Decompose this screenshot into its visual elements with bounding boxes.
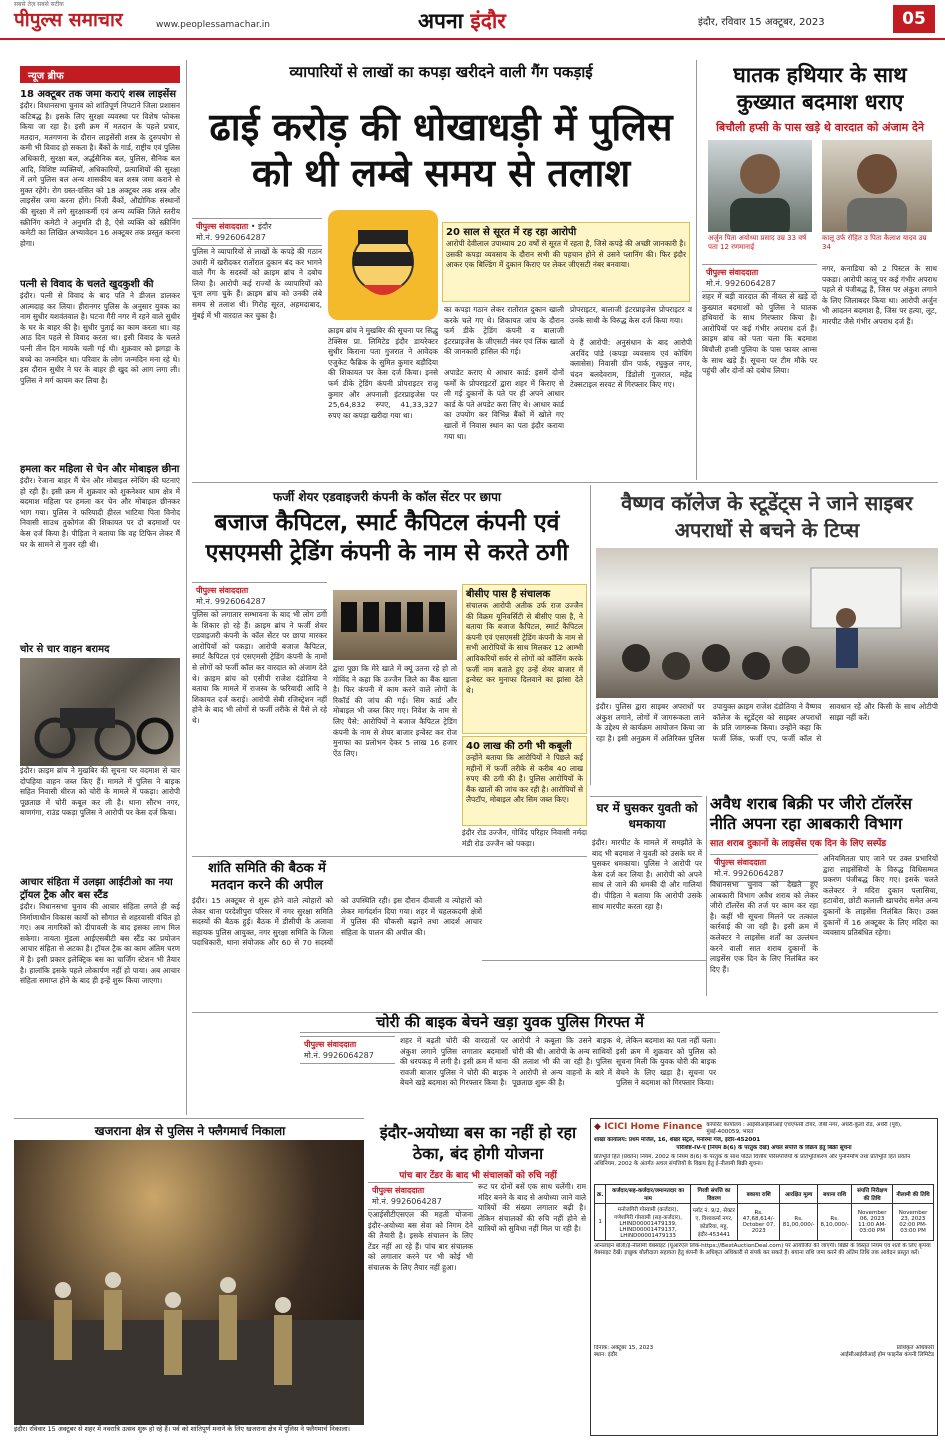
fraud-sidebar-2-body: उन्होंने बताया कि आरोपियों ने पिछले कई महीनों में फर्जी तरीके से करीब 40 लाख रुपए की ठगी की है। पुलिस आरोपियों के बैंक खातों की जांच कर रही है। आरोपियों से लैपटॉप, मोबाइल और सिम जब्त किए। — [466, 753, 583, 805]
ad-date: दिनांक: अक्टूबर 15, 2023 — [594, 1344, 654, 1351]
section-rule — [14, 1118, 364, 1119]
lead-sidebar-heading: 20 साल से सूरत में रह रहा आरोपी — [446, 227, 577, 238]
lead-kicker: व्यापारियों से लाखों का कपड़ा खरीदने वाली गैंग पकड़ाई — [289, 63, 593, 81]
weapon-body-1: शहर में बड़ी वारदात की नीयत से खड़े दो कुख्यात बदमाशों को पुलिस ने घातक हथियारों के साथ गिरफ्तार किया है। आरोपियों पर कई गंभीर अपराध दर्ज हैं। क्राइम ब्रांच को पता चला कि बदमाश बिचौली हप्सी पुलिया के पास फायर आम्स के साथ खड़े हैं। सूचना पर टीम मौके पर पहुंची और दोनों को दबोच लिया। — [702, 292, 817, 376]
column-rule — [696, 60, 697, 480]
flagmarch-photo — [14, 1140, 364, 1425]
lead-sidebar-box — [442, 222, 690, 302]
dateline: इंदौर, रविवार 15 अक्टूबर, 2023 — [698, 17, 825, 28]
liquor-headline: अवैध शराब बिक्री पर जीरो टॉलरेंस नीति अपना रहा आबकारी विभाग — [710, 794, 912, 833]
ad-col-header: आरक्षित मूल्य — [780, 1184, 818, 1203]
bike-body-2: आरोपी ने कबूला कि उसने बाइक चोरी की थी। आरोपी के अन्य साथियों की तलाश भी की जा रही है। पुलिस ने आरोपी से अन्य वाहनों के बारे में पूछताछ शुरू की है। — [512, 1036, 612, 1088]
ad-cell: मनोजगिरी गोस्वामी (कर्जदार), गणेशगिरी गोस्वामी (सह-कर्जदार), LHIND00001479139, LHIND00001479137, LHIND00001479133 — [606, 1203, 690, 1240]
ad-cell: Rs. 8,10,000/- — [818, 1203, 852, 1240]
brief-1-body: इंदौर। विधानसभा चुनाव को शांतिपूर्ण निपटाने जिला प्रशासन कटिबद्ध है। इसके लिए सुरक्षा व्यवस्था पर विशेष फोकस किया जा रहा है। इसी क्रम में मतदान के पहले प्रचार, मतदान, मतगणना के दौरान लाइसेंसी शस्त्र के दुरुपयोग से कमी भी विवाद हो सकता है। बैंकों के गार्ड, राष्ट्रीय एवं पुलिस अधिकारी, सुरक्षा बल, अर्द्धसैनिक बल, पुलिस, सैनिक बल आदि, विशिष्ट व्यक्तियों, अधिकारियों, प्रत्याशियों की सुरक्षा में लगे पुलिस बल अन्य शासकीय बल शस्त्र जमा कराने से मुक्त रहेंगे। रोग ग्रस्त-ग्रसित को 18 अक्टूबर तक शस्त्र और लाइसेंस जमा करना होंगे। निजी बैंकों, औद्योगिक संस्थानों की सुरक्षा में लगे सुरक्षाकर्मी एवं अन्य व्यक्ति जिले स्तरीय स्क्रीनिंग कमेटी ने अनुमति दी है, ऐसे व्यक्ति को स्क्रीनिंग कमेटी का लिखित अभ्यावेदन 16 अक्टूबर तक प्रस्तुत करना होगा। — [20, 101, 180, 248]
college-seminar-photo — [596, 548, 938, 698]
section-rule — [482, 960, 707, 961]
column-rule — [706, 796, 707, 996]
house-body: इंदौर। मारपीट के मामले में समझौते के बाद भी बदमाश ने युवती को उसके घर में घुसकर धमकाया। पुलिस ने आरोपी पर केस दर्ज कर लिया है। आरोपी को अपने साथ ले जाने की धमकी दी और गालियां दी। पीड़िता ने बताया कि आरोपी उसके साथ मारपीट करता रहा है। — [592, 838, 702, 911]
brief-4-body: इंदौर। क्राइम ब्रांच ने मुखबिर की सूचना पर वदमाश से चार दोपहिया वाहन जब्त किए हैं। मामले में पुलिस ने बाइक सहित निवासी धीरज को चोरी के मामले में पकड़ा। आरोपी पूछताछ में चोरी कबूल कर ली है। थाना सौरभ नगर, बाणगंगा, राउंड पकड़ा पुलिस ने आरोपी पर केस दर्ज किया। — [20, 766, 180, 818]
fraud-kicker: फर्जी शेयर एडवाइजरी कंपनी के कॉल सेंटर पर छापा — [272, 490, 502, 504]
lead-body-col2: क्राइम ब्रांच ने मुखबिर की सूचना पर सिद्धु टेक्सिस प्रा. लिमिटेड इंदौर डायरेक्टर सुधीर किराना पता गुजरात ने आवेदक एजुकेट फैब्रिक के सुमित कुमार बड़ौदिया की शिकायत पर केस दर्ज किया। इनसे फर्म डीके ट्रेडिंग कंपनी प्रोपराइटर राजू कुमार और अपनाली इंटरप्राइजेस पर 25,64,832 रुपए, 41,33,327 रुपए का कपड़ा खरीदा गया था। — [328, 326, 438, 420]
section-rule — [192, 482, 938, 483]
ad-place: स्थान: इंदौर — [594, 1352, 618, 1359]
lead-headline: ढाई करोड़ की धोखाधड़ी में पुलिस को थी लम्बे समय से तलाश — [209, 105, 673, 195]
ad-col-header: बकाया राशि — [738, 1184, 780, 1203]
weapon-headline: घातक हथियार के साथ कुख्यात बदमाश धराए — [733, 63, 907, 114]
section-rule — [590, 796, 702, 797]
section-title: अपना इंदौर — [418, 9, 506, 33]
ad-col-header: बयाना राशि — [818, 1184, 852, 1203]
bikes-photo — [20, 658, 180, 766]
weapon-body-2: नगर, कनाडिया को 2 पिस्टल के साथ पकड़ा। आरोपी कालू पर कई गंभीर अपराध पहले से पंजीबद्ध हैं, जिस पर अंकुश लगाने के लिए जिलाबदर किया था। आरोपी अर्जुन भी आदतन बदमाश है, जिस पर हत्या, लूट, मारपीट जैसे गंभीर अपराध दर्ज हैं। — [822, 264, 937, 326]
masthead — [0, 0, 945, 40]
newspaper-logo: पीपुल्स समाचार — [14, 9, 123, 31]
brief-4-heading: चोर से चार वाहन बरामद — [20, 644, 110, 655]
house-headline: घर में घुसकर युवती को धमकाया — [596, 801, 698, 831]
icici-auction-ad — [590, 1118, 938, 1436]
motorcycle-icon — [20, 658, 180, 766]
website-url[interactable]: www.peoplessamachar.in — [156, 20, 270, 30]
ad-col-header: क्र. — [595, 1184, 606, 1203]
accused-photo-1 — [708, 140, 812, 232]
lead-sidebar-body: आरोपी देवीलाल उपाध्याय 20 वर्षों से सूरत में रहता है, जिसे कपड़े की अच्छी जानकारी है। उसकी कपड़ा व्यवसाय के दौरान सभी की पहचान होने से उसने प्लानिंग की। फिर इंदौर आकर एक बिल्डिंग में दुकान किराए पर लेकर जीएसटी नंबर बनवाया। — [446, 239, 686, 270]
college-body: इंदौर। पुलिस द्वारा साइबर अपराधों पर अंकुश लगाने, लोगों में जागरूकता लाने के उद्देश्य से कार्यक्रम आयोजन किया जा रहा है। इसी अनुक्रम में अतिरिक्त पुलिस उपायुक्त क्राइम राजेश दंडोतिया ने वैष्णव कॉलेज के स्टूडेंट्स को साइबर अपराधों के प्रति जागरूक किया। उन्होंने कहा कि फर्जी लिंक, फर्जी एप, फर्जी कॉल से सावधान रहें और किसी के साथ ओटीपी साझा नहीं करें। — [596, 702, 938, 743]
ad-cell: प्लॉट नं. 9/2, सेक्टर ए, विश्वकर्मा नगर, कोडरिया, महू, इंदौर-453441 — [690, 1203, 737, 1240]
ad-col-header: गिरवी संपत्ति का विवरण — [690, 1184, 737, 1203]
lead-body-col3b: अपाडेट कराए थे आधार कार्ड: इसमें दोनों फर्मों के प्रोपराइटरों द्वारा शहर में किराए से ली गई दुकानों के पते पर ही अपने आधार कार्ड के पते अपडेट करा लिए थे। आधार कार्ड का उपयोग कर विभिन्न बैंकों में खोले गए खातों में निवास स्थान का पता इंदौर कराया गया था। — [444, 368, 564, 441]
fraud-sidebar-2 — [462, 736, 587, 826]
section-rule — [192, 856, 587, 857]
lead-body-col1: पुलिस ने व्यापारियों से लाखों के कपड़े की गठान उधारी में खरीदकर रातोंरात दुकान बंद कर भागने वाले गैंग के सदस्यों को क्राइम ब्रांच ने दबोच लिया है। आरोपी कई राज्यों के व्यापारियों को चूना लगा चुके हैं। क्राइम ब्रांच को उनकी लंबे समय से तलाश थी। गिरोह सूरत, अहमदाबाद, मुंबई में भी वारदात कर चुका है। — [192, 247, 322, 320]
flagmarch-headline: खजराना क्षेत्र से पुलिस ने फ्लैगमार्च निकाला — [94, 1124, 286, 1138]
brief-3-body: इंदौर। रेजाना बाहर मैं चेन और मोबाइल स्नेचिंग की घटनाएं हो रही हैं। इसी क्रम में शुक्रवार को शुकनेश्वर धाम क्षेत्र में बदमाश महिला पर हमला कर चेन और मोबाइल छीनकर भाग गया। पुलिस ने फरियादी हीरल भाटिया पिता विनोद निवासी साउथ तुकोगंज की शिकायत पर दो बदमाशों पर केस दर्ज किया है। पीड़िता ने बताया कि वह टिफिन लेकर मैं घर के सामने से गुजर रही थी। — [20, 476, 180, 549]
fraud-byline: पीपुल्स संवाददाता मो.नं. 9926064287 — [192, 582, 327, 610]
ad-col-header: नीलामी की तिथि — [893, 1184, 934, 1203]
lead-body-col4b: ये हैं आरोपी: अनुसंधान के बाद आरोपी अरविंद पांडे (कपड़ा व्यवसाय एवं कोचिंग क्लासेस) निवासी ग्रीन पार्क, रघुकुल नगर, चंदन बलदेवराम, डिंडोली गुजरात, महेंद्र टेक्सटाइल सरवट से गिरफ्तार किए गए। — [570, 338, 692, 390]
ad-company: आईसीआईसीआई होम फाइनेंस कंपनी लिमिटेड — [840, 1352, 934, 1359]
fraud-sidebar-1-heading: बीसीए पास है संचालक — [466, 589, 551, 600]
phone-icon — [333, 590, 457, 660]
liquor-byline: पीपुल्स संवाददाता मो.नं. 9926064287 — [710, 854, 818, 882]
thief-illustration — [328, 210, 438, 320]
ad-cell: November 23, 2023 02:00 PM-03:00 PM — [893, 1203, 934, 1240]
column-rule — [186, 60, 187, 1115]
fraud-sidebar-1 — [462, 584, 587, 734]
lead-body-col3: का कपड़ा गठान लेकर रातोंरात दुकान खाली करके चले गए थे। शिकायत जांच के दौरान फर्म डीके ट्रेडिंग कंपनी व बालाजी इंटरप्राइजेस के जीएसटी नंबर एवं लिंक खातों की जानकारी हासिल की गई। — [444, 305, 564, 357]
police-march-icon — [14, 1140, 364, 1425]
fraud-body-col1: पुलिस को लगातार सम्भावना के बाद भी लोग ठगी के शिकार हो रहे हैं। क्राइम ब्रांच ने फर्जी शेयर एडवाइजरी कंपनी के कॉल सेंटर पर छापा मारकर आरोपियों को पकड़ा। आरोपी बजाज कैपिटल, स्मार्ट कैपिटल एवं एसएमसी ट्रेडिंग कंपनी के नामों से लोगों को फर्जी कॉल कर वारदात को अंजाम देते थे। क्राइम ब्रांच को एसीपी राजेश दंडोतिया ने बताया कि मामले में राजस्व के फरियादी आदि ने शिकायत दर्ज कराई। आरोपी सेबी रजिस्ट्रेशन नहीं होने के बाद भी लोगों से फर्जी तरीके से पैसे ले रहे थे। — [192, 610, 327, 725]
bike-headline: चोरी की बाइक बेचने खड़ा युवक पुलिस गिरफ्त में — [300, 1012, 720, 1033]
brief-3-heading: हमला कर महिला से चेन और मोबाइल छीना — [20, 464, 180, 475]
column-rule — [590, 485, 591, 785]
seized-phones-photo — [333, 590, 457, 660]
audience-icon — [596, 548, 938, 698]
weapon-subhead: बिचौली हप्सी के पास खड़े थे वारदात को अंजाम देने — [716, 121, 924, 134]
brief-5-heading: आचार संहिता में उलझा आईटीओ का नया ट्रॉयल ट्रैक और बस स्टैंड — [20, 877, 173, 901]
bus-subhead: पांच बार टेंडर के बाद भी संचालकों को रुचि नहीं — [399, 1171, 557, 1181]
bus-body-2: रूट पर दोनों बसें एक साथ चलेंगी। राम मंदिर बनने के बाद से अयोध्या जाने वाले यात्रियों की संख्या लगातार बढ़ी है। लेकिन संचालकों की रुचि नहीं होने से यात्रियों को सुविधा नहीं मिल पा रही है। — [478, 1182, 586, 1234]
bike-byline: पीपुल्स संवाददाता मो.नं. 9926064287 — [300, 1036, 395, 1064]
flagmarch-caption: इंदौर। रविवार 15 अक्टूबर से शहर में नवरात्रि उत्सव शुरू हो रहे हैं। पर्व को शांतिपूर्ण मनाने के लिए खजराना क्षेत्र में पुलिस ने फ्लैगमार्च निकाला। — [14, 1425, 351, 1433]
ad-body: ऑनलाइन बोली/ई-नीलामी वेबसाइट (यूआरएल लिंक-https://BestAuctionDeal.com) पर आयोजित की जाएगी। बिक्री के विस्तृत नियम एवं शर्तों के लिए कृपया वेबसाइट देखें। इच्छुक बोलीदाता सहायता हेतु कंपनी के अधिकृत अधिकारी से संपर्क कर सकते हैं। बयाना राशि जमा करने की अंतिम तिथि तक आवेदन प्रस्तुत करें। — [594, 1242, 931, 1257]
ad-intro: प्रतिभूति हित (प्रवर्तन) नियम, 2002 के नियम 8(6) के परंतुक के साथ पठित वित्तीय परिसंपत्तियों के प्रतिभूतिकरण और पुनर्निर्माण तथा प्रतिभूति हित प्रवर्तन अधिनियम, 2002 के अंतर्गत अचल संपत्तियों के विक्रय हेतु ई-नीलामी बिक्री सूचना। — [594, 1153, 911, 1168]
photo-caption-1: अर्जुन पिता अयोध्या प्रसाद उम्र 33 वर्ष पता 12 रणमानाई — [708, 234, 807, 251]
bus-body-1: एआईसीटीएसएल की महती योजना इंदौर-अयोध्या बस सेवा को निगम देने की तैयारी है। इसके संचालन के लिए टेंडर नहीं आ रहे हैं। पांच बार संचालक को लगातार करने पर भी कोई भी संचालक के लिए तैयार नहीं हुआ। — [368, 1210, 473, 1272]
bus-headline: इंदौर-अयोध्या बस का नहीं हो रहा ठेका, बंद होगी योजना — [379, 1123, 577, 1163]
lead-byline: पीपुल्स संवाददाता • इंदौर मो.नं. 9926064287 — [192, 218, 322, 246]
ad-corporate-address: कॉर्पोरेट कार्यालय : आईसीआईसीआई एचएफसी टॉवर, जेबी नगर, अंधेरी-कुर्ला रोड, अंधेरी (पूर्व), मुंबई-400059, भारत — [706, 1122, 902, 1136]
news-brief-label: न्यूज ब्रीफ — [20, 66, 180, 83]
liquor-subhead: सात शराब दुकानों के लाइसेंस एक दिन के लिए सस्पेंड — [710, 839, 887, 849]
ad-cell: Rs. 47,68,614/- October 07, 2023 — [738, 1203, 780, 1240]
lead-body-col4: प्रोपराइटर, बालाजी इंटरप्राइजेस प्रोपराइटर व उनके साथी के विरुद्ध केस दर्ज किया गया। — [570, 305, 692, 325]
brief-5-body: इंदौर। विधानसभा चुनाव की आचार संहिता लगते ही कई निर्माणाधीन विकास कार्यों को सौगात से शहरवासी वंचित हो गए। अब नागरिकों को दीपावली के बाद इसका लाभ मिल सकेगा। नायता मुंडला आईएसबीटी बस स्टैंड का प्रयोजन आचार संहिता से अटका है। ट्रॉयल ट्रैक का काम अंतिम चरण में है। इसी प्रकार इलेक्ट्रिक बस का चार्जिंग स्टेशन भी तैयार है। हालांकि इसके पहले लोकार्पण नहीं हो पाया। अब आचार संहिता समाप्त होने के बाद ही इन्हें शुरू किया जाएगा। — [20, 902, 180, 986]
fraud-body-col2: द्वारा पूछा कि मेरे खाते में क्यूं उतना रहे हो तो गोविंद ने कहा कि उज्जैन जिले का बैंक खाता है। फिर कंपनी में काम करने वाले लोगों के रिकॉर्ड की जांच की गई। सिम कार्ड और मोबाइल भी जब्त किए गए। निवेश के नाम से लिए पैसे: आरोपियों ने बजाज कैपिटल ट्रेडिंग कंपनी के नाम से शेयर बाजार इन्वेस्ट कर रोज मुनाफा का प्रलोभन देकर 5 लाख 16 हजार ऐंठ लिए। — [333, 664, 457, 758]
brief-2-heading: पत्नी से विवाद के चलते खुदकुशी की — [20, 279, 154, 290]
ad-signatory: प्राधिकृत अधिकारी — [896, 1344, 934, 1351]
icici-logo: ◆ ICICI Home Finance — [594, 1122, 703, 1132]
page-number: 05 — [893, 5, 935, 33]
ad-cell: Rs. 81,00,000/- — [780, 1203, 818, 1240]
fraud-tail: इंदौर रोड उज्जैन, गोविंद परिहार निवासी नर्मदा मंडी रोड उज्जैन को पकड़ा। — [462, 828, 587, 848]
college-headline: वैष्णव कॉलेज के स्टूडेंट्स ने जाने साइबर अपराधों से बचने के टिप्स — [621, 491, 913, 542]
ad-cell: November 06, 2023 11:00 AM-03:00 PM — [852, 1203, 893, 1240]
photo-caption-2: कालू उर्फ रोहित उ पिता कैलाश यादव उम्र 34 — [822, 234, 927, 251]
ad-col-header: संपत्ति निरीक्षण की तिथि — [852, 1184, 893, 1203]
table-row — [595, 1203, 934, 1240]
fraud-sidebar-2-heading: 40 लाख की ठगी भी कबूली — [466, 741, 572, 752]
brief-1-heading: 18 अक्टूबर तक जमा कराएं शस्त्र लाइसेंस — [20, 89, 177, 100]
fraud-sidebar-1-body: संचालक आरोपी अतीक उर्फ राज उज्जैन की विक्रम यूनिवर्सिटी से बीसीए पास है, ने बताया कि बजाज कैपिटल, स्मार्ट कैपिटल कंपनी एवं एसएमसी ट्रेडिंग कंपनी के नाम से सभी आरोपियों के साथ मिलकर 12 आम्भी आविकरियों सर्वर से लोगों को कॉलिंग करके फर्जी नाम बताते हुए उन्हें शेयर बाजार में इन्वेस्ट कर मुनाफा दिलवाने का झांसा देते थे। — [466, 601, 583, 695]
ad-notice-title: परिशिष्ट-IV-ए [नियम 8(6) के परंतुक देखें] अचल संपत्ति के विक्रय हेतु बिक्री सूचना — [676, 1145, 852, 1152]
peace-body: इंदौर। 15 अक्टूबर से शुरू होने वाले त्योहारों को लेकर थाना परदेशीपुरा परिसर में नगर सुरक्षा समिति सदस्यों की बैठक हुई। बैठक में डीसीपी के अलावा सहायक पुलिस आयुक्त, नगर सुरक्षा समिति के जिला पदाधिकारी, थाना संयोजक और 60 से 70 सदस्यों को उपस्थिति रही। इस दौरान दीवाली व त्योहारों को लेकर मार्गदर्शन दिया गया। शहर में चहलकदमी क्षेत्रों में पुलिस की चौकसी बढ़ाने तथा आदर्श आचार संहिता के पालन की अपील की। — [192, 896, 482, 948]
person-icon — [822, 140, 932, 232]
accused-photo-2 — [822, 140, 932, 232]
liquor-body-1: विधानसभा चुनाव को देखते हुए आबकारी विभाग अवैध शराब को लेकर जीरो टॉलरेंस की तर्ज पर काम कर रहा है। कहीं भी सूचना मिलने पर तत्काल कार्रवाई की जा रही है। इसी क्रम में कलेक्टर ने लाइसेंस शर्तों का उल्लंघन करने वाली सात शराब दुकानों के लाइसेंस एक दिन के लिए निलंबित कर दिए हैं। — [710, 880, 818, 974]
logo-tagline: सबसे तेज़ सबसे सटीक — [14, 1, 64, 8]
liquor-body-2: अनियमितता पाए जाने पर उक्त प्रभारियों द्वारा लाइसेंसियों के विरुद्ध विधिसम्मत प्रकरण पंजीबद्ध किए गए। इसके चलते कलेक्टर ने मदिरा दुकान पलासिया, हटावोरा, छोटी कलाली खाचरोद समेत अन्य दुकानों के लाइसेंस निलंबित किए। उक्त दुकानों में 16 अक्टूबर के लिए मदिरा का व्यवसाय प्रतिबंधित रहेगा। — [823, 854, 938, 938]
ad-cell: 1 — [595, 1203, 606, 1240]
ad-table-header — [595, 1184, 934, 1203]
ad-branch: शाखा कार्यालय: प्रथम मंजिल, 16, शेखर सेंट्रल, मनोरमा गंज, इंदौर-452001 — [594, 1136, 761, 1143]
person-icon — [708, 140, 812, 232]
bike-body-1: शहर में बढ़ती चोरी की वारदातों पर अंकुश लगाने पुलिस लगातार बदमाशों की धरपकड़ में लगी है। इसी क्रम में थाना रावजी बाजार पुलिस ने चोरी की बाइक बेचने खड़े बदमाश को गिरफ्तार किया है। — [400, 1036, 508, 1088]
ad-table — [594, 1184, 934, 1241]
peace-headline: शांति समिति की बैठक में मतदान करने की अपील — [208, 861, 326, 893]
ad-col-header: कर्जदार/सह-कर्जदार/जमानतदार का नाम — [606, 1184, 690, 1203]
brief-2-body: इंदौर। पत्नी से विवाद के बाद पति ने डीजल डालकर आत्मदाह कर लिया। हीरानगर पुलिस के अनुसार युवक का नाम सुधीर यशवंतवाल है। घटना गैरी नगर में रहने वाले सुधीर के घर के बाहर की है। सुधीर पुताई का काम करता था। वह आठ दिन पहले से विवाद करता था। इसी विवाद के चलते पत्नी तीन दिन मायके चली गई थी। शुक्रवार को झगड़ा के बच्चे का जन्मदिन था। परिवार के लोग जन्मदिन मना रहे थे। इस दौरान सुधीर ने घर के बाहर ही खुद को आग लगा ली। पुलिस ने मर्ग कायम कर लिया है। — [20, 291, 180, 385]
fraud-headline: बजाज कैपिटल, स्मार्ट कैपिटल कंपनी एवं एसएमसी ट्रेडिंग कंपनी के नाम से करते ठगी — [205, 510, 569, 566]
thief-icon — [328, 210, 438, 320]
weapon-byline: पीपुल्स संवाददाता मो.नं. 9926064287 — [702, 264, 817, 292]
bike-body-3: थे, लेकिन बदमाश का पता नहीं चला। इसी क्रम में शुक्रवार को पुलिस को सूचना मिली कि युवक चोरी की बाइक बेचने के लिए खड़ा है। सूचना पर पुलिस ने बदमाश को गिरफ्तार किया। — [616, 1036, 716, 1088]
bus-byline: पीपुल्स संवाददाता मो.नं. 9926064287 — [368, 1182, 473, 1210]
